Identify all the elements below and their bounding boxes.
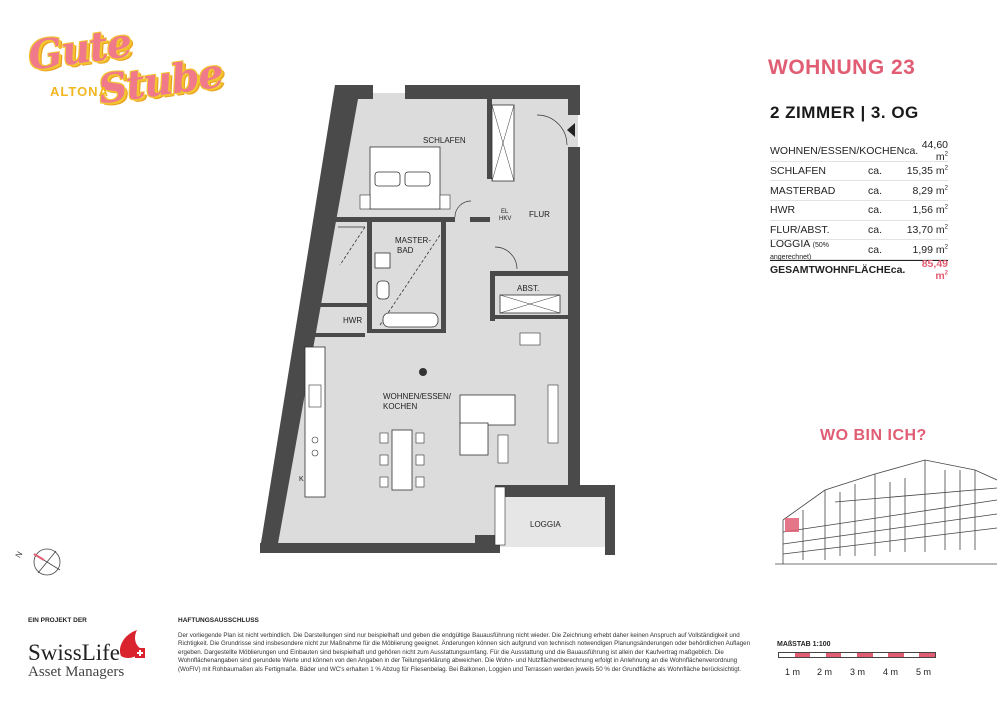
wall-schlafen-flur (470, 217, 490, 222)
swisslife-emblem-icon (115, 628, 147, 662)
wall-abst-bottom (490, 315, 568, 319)
label-hkv: HKV (499, 216, 512, 222)
wall-hwr-bottom (315, 333, 365, 337)
wall-schlafen-bad (335, 217, 455, 222)
room-table (770, 139, 948, 283)
kitchen-sink (309, 385, 321, 407)
room-row: WOHNEN/ESSEN/KOCHEN ca. 44,60 $m^2$ (770, 139, 948, 164)
wall-bad-bottom (367, 329, 446, 333)
north-label: N (14, 549, 25, 560)
nightstand-1 (360, 195, 370, 209)
company-sub: Asset Managers (28, 664, 125, 680)
right-wall (568, 147, 580, 497)
apartment-subtitle: 2 ZIMMER | 3. OG (770, 103, 919, 122)
logo-line-1: Gute (25, 19, 134, 80)
wall-abst-left (490, 271, 495, 321)
room-row: MASTERBAD ca. 8,29 $m^2$ (770, 181, 948, 201)
floor-plan (255, 85, 615, 555)
bathtub (383, 313, 438, 327)
label-masterbad-1: MASTER- (395, 236, 431, 245)
loggia-wall (605, 495, 615, 555)
tv-board (548, 385, 558, 443)
scale-tick: 5 m (916, 667, 932, 677)
label-k: K (299, 476, 304, 483)
room-row: FLUR/ABST. ca. 13,70 $m^2$ (770, 221, 948, 241)
pillow-2 (405, 172, 430, 186)
label-loggia: LOGGIA (530, 520, 561, 529)
disclaimer-text: Der vorliegende Plan ist nicht verbindlich. Die Darstellungen sind nur beispielhaft und geben die endgültige Bauausführung nicht wieder. Die Zeichnung erhebt daher keinen Anspruch auf Vollständigkeit und Richtigkeit. Die Grundrisse sind insbesondere nicht zur Maßnahme für die Möblierung geeignet. Änderungen können sich aufgrund von technisch notwendigen Planungsänderungen oder behördlichen Auflagen ergeben. Dargestellte Möblierungen und Einbauten sind beispielhaft und gehören nicht zum Ausstattungsumfang. Für die Ausstattung und die Bauausführung ist allein der Kaufvertrag maßgeblich. Die Wohnflächenangaben sind gerundete Werte und können von den Angaben in der Teilungserklärung abweichen. Die Wohn- und Nutzflächenberechnung erfolgt in Anlehnung an die Wohnflächenverordnung (WoFlV) mit Rohbaumaßen als Fertigmaße. Bäder und WC's erhalten 1 % Abzug für Fliesenbelag. Bei Balkonen, Loggien und Terrassen werden jeweils 50 % der Grundfläche als Wohnfläche berücksichtigt. (178, 632, 751, 673)
scale-tick: 2 m (817, 667, 833, 677)
scale-tick: 4 m (883, 667, 899, 677)
scale-bar (778, 652, 936, 658)
apartment-highlight (785, 518, 799, 532)
logo-line-2: Stube (95, 49, 226, 114)
gute-stube-logo (25, 19, 226, 114)
project-label: EIN PROJEKT DER (28, 617, 87, 624)
scale-label: MAßSTAB 1:100 (777, 641, 831, 648)
column (419, 368, 427, 376)
scale-tick: 3 m (850, 667, 866, 677)
building-sketch (775, 452, 997, 582)
sink (375, 253, 390, 268)
room-row: SCHLAFEN ca. 15,35 $m^2$ (770, 162, 948, 182)
label-schlafen: SCHLAFEN (423, 136, 466, 145)
logo-subtitle: ALTONA (50, 84, 109, 99)
top-wall-right (405, 85, 578, 99)
pillow-1 (375, 172, 400, 186)
top-wall-left (335, 85, 373, 99)
label-masterbad-2: BAD (397, 246, 414, 255)
nightstand-2 (440, 195, 450, 209)
label-wohnen-2: KOCHEN (383, 402, 418, 411)
label-flur: FLUR (529, 210, 550, 219)
apartment-title: WOHNUNG 23 (768, 56, 916, 79)
wall-bad-right (441, 222, 446, 332)
room-row: HWR ca. 1,56 $m^2$ (770, 201, 948, 221)
side-table (498, 435, 508, 463)
wall-bad-left (367, 222, 372, 332)
company-name: SwissLife (28, 640, 120, 665)
sofa (460, 395, 515, 425)
wall-wardrobe (487, 99, 492, 179)
disclaimer-heading: HAFTUNGSAUSSCHLUSS (178, 617, 259, 624)
bottom-wall (260, 543, 500, 553)
north-arrow-icon (14, 544, 64, 580)
location-title: WO BIN ICH? (820, 427, 927, 444)
wall-abst-top (490, 271, 568, 276)
toilet (377, 281, 389, 299)
dining-table (392, 430, 412, 490)
label-wohnen-1: WOHNEN/ESSEN/ (383, 392, 452, 401)
room-row: LOGGIA (50% angerechnet) ca. 1,99 $m^2$ (770, 237, 948, 261)
scale-tick: 1 m (785, 667, 801, 677)
total-row: GESAMTWOHNFLÄCHE ca. 85,49 $m^2$ (770, 258, 948, 283)
kitchen-counter (305, 347, 325, 497)
loggia-top-wall (495, 485, 615, 497)
right-wall-top (568, 85, 580, 115)
swisslife-logo (28, 642, 124, 681)
label-abst: ABST. (517, 284, 540, 293)
wall-hwr-top (320, 303, 370, 307)
label-el: EL (501, 209, 509, 215)
label-hwr: HWR (343, 316, 363, 325)
